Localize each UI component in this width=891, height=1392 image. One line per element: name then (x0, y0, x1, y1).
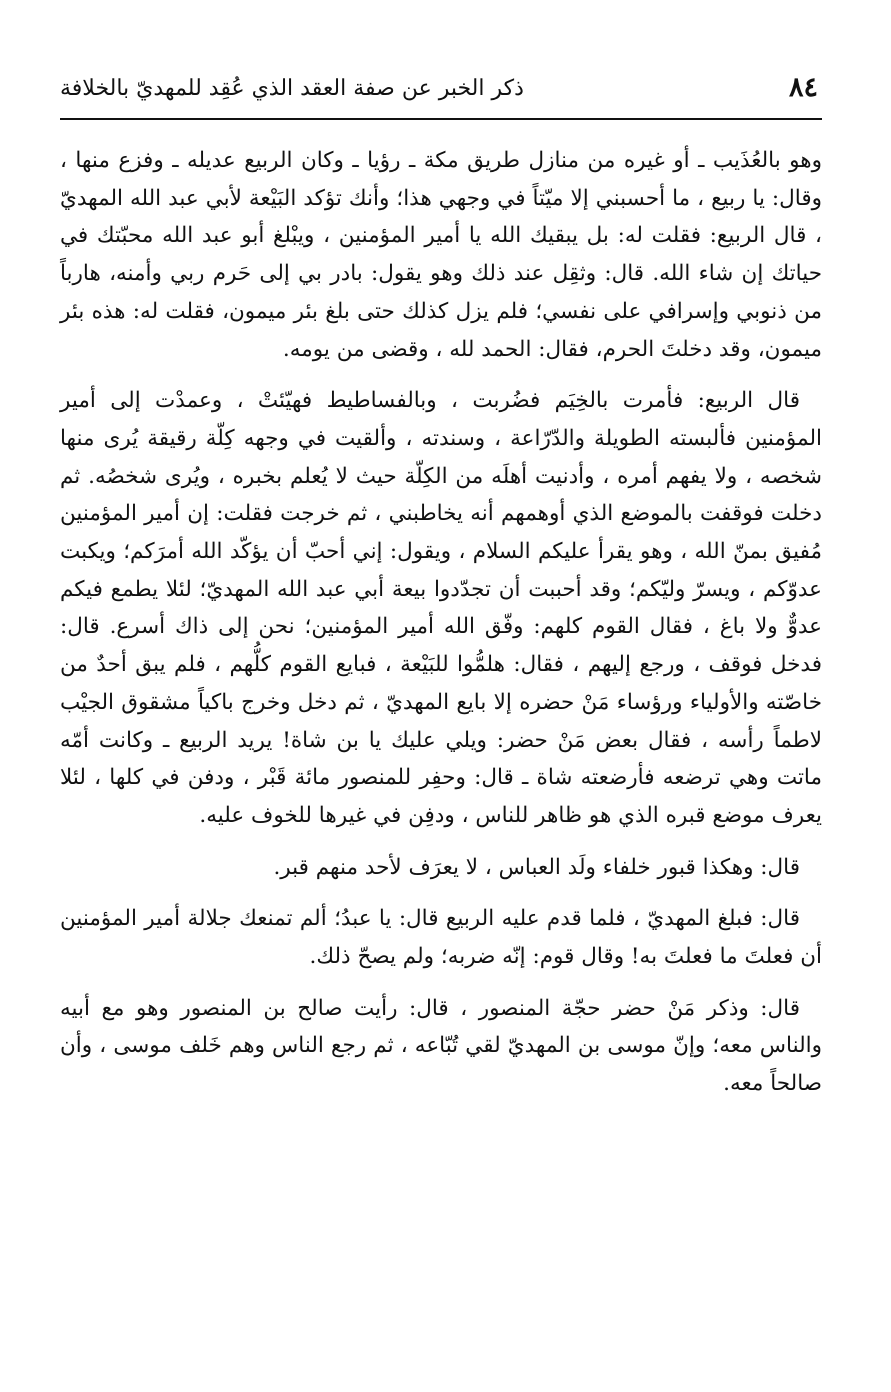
body-text (60, 142, 822, 1103)
running-header (60, 62, 822, 120)
page-number: ٨٤ (788, 72, 818, 103)
paragraph-1: وهو بالعُذَيب ـ أو غيره من منازل طريق مكة ـ رؤيا ـ وكان الربيع عديله ـ وفزع منها ، وقال: يا ربيع ، ما أحسبني إلا ميّتاً في وجهي هذا؛ وأنك تؤكد البَيْعة لأبي عبد الله المهديّ ، قال الربيع: فقلت له: بل يبقيك الله يا أمير المؤمنين ، ويبْلغ أبو عبد الله محبّتك في حياتك إن شاء الله. قال: وثقِل عند ذلك وهو يقول: بادر بي إلى حَرم ربي وأمنه، هارباً من ذنوبي وإسرافي على نفسي؛ فلم يزل كذلك حتى بلغ بئر ميمون، فقلت له: هذه بئر ميمون، وقد دخلتَ الحرم، فقال: الحمد لله ، وقضى من يومه. (60, 148, 822, 362)
paragraph-3: قال: وهكذا قبور خلفاء ولَد العباس ، لا يعرَف لأحد منهم قبر. (273, 854, 800, 880)
book-page (60, 62, 822, 1362)
paragraph-2: قال الربيع: فأمرت بالخِيَم فضُربت ، وبالفساطيط فهيّئتْ ، وعمدْت إلى أمير المؤمنين فألبسته الطويلة والدّرّاعة ، وسندته ، وألقيت في وجهه كِلّة رقيقة يُرى منها شخصه ، ولا يفهم أمره ، وأدنيت أهلَه من الكِلّة حيث لا يُعلم بخبره ، ويُرى شخصُه. ثم دخلت فوقفت بالموضع الذي أوهمهم أنه يخاطبني ، ثم خرجت فقلت: إن أمير المؤمنين مُفيق بمنّ الله ، وهو يقرأ عليكم السلام ، ويقول: إني أحبّ أن يؤكّد الله أمرَكم؛ ويكبت عدوّكم ، ويسرّ وليّكم؛ وقد أحببت أن تجدّدوا بيعة أبي عبد الله المهديّ؛ لئلا يطمع فيكم عدوٌّ ولا باغ ، فقال القوم كلهم: وفّق الله أمير المؤمنين؛ نحن إلى ذاك أسرع. قال: فدخل فوقف ، ورجع إليهم ، فقال: هلمُّوا للبَيْعة ، فبايع القوم كلُّهم ، فلم يبق أحدٌ من خاصّته والأولياء ورؤساء مَنْ حضره إلا بايع المهديّ ، ثم دخل وخرج باكياً مشقوق الجيْب لاطماً رأسه ، فقال بعض مَنْ حضر: ويلي عليك يا بن شاة! يريد الربيع ـ وكانت أمّه ماتت وهي ترضعه فأرضعته شاة ـ قال: وحفِر للمنصور مائة قَبْر ، ودفن في كلها ، لئلا يعرف موضع قبره الذي هو ظاهر للناس ، ودفِن في غيرها للخوف عليه. (60, 388, 822, 828)
paragraph-5: قال: وذكر مَنْ حضر حجّة المنصور ، قال: رأيت صالح بن المنصور وهو مع أبيه والناس معه؛ وإنّ موسى بن المهديّ لقي تُبّاعه ، ثم رجع الناس وهم خَلف موسى ، وأن صالحاً معه. (60, 995, 822, 1097)
chapter-title: ذكر الخبر عن صفة العقد الذي عُقِد للمهديّ بالخلافة (60, 76, 524, 101)
paragraph-4: قال: فبلغ المهديّ ، فلما قدم عليه الربيع قال: يا عبدُ؛ ألم تمنعك جلالة أمير المؤمنين أن فعلتَ ما فعلتَ به! وقال قوم: إنّه ضربه؛ ولم يصحّ ذلك. (60, 906, 822, 970)
